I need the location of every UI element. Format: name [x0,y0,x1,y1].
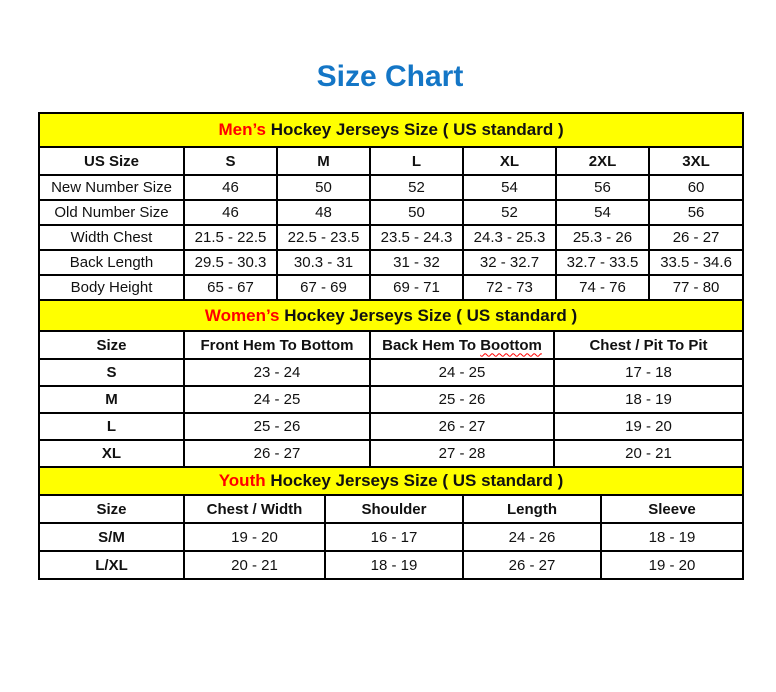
table-cell: 29.5 - 30.3 [184,250,277,275]
table-cell: 24.3 - 25.3 [463,225,556,250]
table-cell: 24 - 25 [184,386,370,413]
row-label: New Number Size [39,175,184,200]
table-cell: 18 - 19 [554,386,743,413]
table-cell: 25.3 - 26 [556,225,649,250]
mens-table-title [39,113,743,147]
youth-col-header: Shoulder [325,495,463,523]
table-cell: 50 [277,175,370,200]
table-cell: 19 - 20 [184,523,325,551]
mens-col-header: US Size [39,147,184,175]
table-row [39,523,743,551]
table-cell: 19 - 20 [554,413,743,440]
table-cell: 32.7 - 33.5 [556,250,649,275]
table-row [39,359,743,386]
table-cell: 67 - 69 [277,275,370,300]
row-label: Width Chest [39,225,184,250]
row-label: XL [39,440,184,467]
table-cell: 54 [463,175,556,200]
table-cell: 23 - 24 [184,359,370,386]
table-cell: 32 - 32.7 [463,250,556,275]
youth-title-highlight: Youth [218,471,266,490]
table-cell: 21.5 - 22.5 [184,225,277,250]
size-chart-page [38,60,742,580]
table-row [39,200,743,225]
table-cell: 74 - 76 [556,275,649,300]
womens-col-header: Front Hem To Bottom [184,331,370,359]
row-label: S/M [39,523,184,551]
row-label: S [39,359,184,386]
table-row [39,225,743,250]
table-cell: 20 - 21 [184,551,325,579]
row-label: L/XL [39,551,184,579]
table-cell: 56 [649,200,743,225]
youth-table-title [39,467,743,495]
womens-col-header-back-misspelled: Boottom [480,336,542,354]
womens-col-header [370,331,554,359]
table-cell: 52 [463,200,556,225]
table-cell: 60 [649,175,743,200]
mens-col-header: 3XL [649,147,743,175]
mens-col-header: S [184,147,277,175]
table-cell: 48 [277,200,370,225]
table-cell: 24 - 26 [463,523,601,551]
table-row [39,175,743,200]
table-cell: 72 - 73 [463,275,556,300]
table-cell: 52 [370,175,463,200]
table-cell: 50 [370,200,463,225]
womens-title-rest: Hockey Jerseys Size ( US standard ) [279,305,578,325]
table-cell: 19 - 20 [601,551,743,579]
mens-size-table [38,112,744,301]
table-row [39,250,743,275]
table-cell: 23.5 - 24.3 [370,225,463,250]
mens-table-title-row [39,113,743,147]
table-cell: 20 - 21 [554,440,743,467]
table-cell: 16 - 17 [325,523,463,551]
table-cell: 24 - 25 [370,359,554,386]
womens-table-title-row [39,300,743,331]
youth-col-header: Length [463,495,601,523]
table-cell: 26 - 27 [463,551,601,579]
table-row [39,386,743,413]
row-label: Old Number Size [39,200,184,225]
womens-header-row [39,331,743,359]
page-title: Size Chart [316,60,464,93]
youth-header-row [39,495,743,523]
womens-size-table [38,299,744,468]
table-cell: 27 - 28 [370,440,554,467]
table-cell: 30.3 - 31 [277,250,370,275]
mens-col-header: L [370,147,463,175]
womens-col-header-back-prefix: Back Hem To [382,336,481,354]
table-row [39,440,743,467]
mens-col-header: M [277,147,370,175]
table-cell: 26 - 27 [649,225,743,250]
table-row [39,551,743,579]
table-cell: 46 [184,175,277,200]
table-cell: 54 [556,200,649,225]
table-cell: 31 - 32 [370,250,463,275]
youth-title-rest: Hockey Jerseys Size ( US standard ) [265,471,564,490]
womens-table-title [39,300,743,331]
row-label: Back Length [39,250,184,275]
table-row [39,275,743,300]
table-cell: 25 - 26 [370,386,554,413]
mens-col-header: XL [463,147,556,175]
womens-title-highlight: Women’s [204,305,280,325]
youth-col-header: Chest / Width [184,495,325,523]
mens-header-row [39,147,743,175]
mens-col-header: 2XL [556,147,649,175]
youth-col-header: Sleeve [601,495,743,523]
table-cell: 77 - 80 [649,275,743,300]
table-cell: 46 [184,200,277,225]
womens-col-header: Chest / Pit To Pit [554,331,743,359]
table-cell: 65 - 67 [184,275,277,300]
youth-table-title-row [39,467,743,495]
row-label: Body Height [39,275,184,300]
womens-col-header: Size [39,331,184,359]
table-cell: 17 - 18 [554,359,743,386]
youth-size-table [38,466,744,580]
table-cell: 18 - 19 [601,523,743,551]
mens-title-rest: Hockey Jerseys Size ( US standard ) [266,120,564,139]
mens-title-highlight: Men’s [218,120,266,139]
table-cell: 18 - 19 [325,551,463,579]
table-cell: 33.5 - 34.6 [649,250,743,275]
table-cell: 26 - 27 [370,413,554,440]
table-cell: 56 [556,175,649,200]
table-cell: 26 - 27 [184,440,370,467]
table-cell: 25 - 26 [184,413,370,440]
table-cell: 22.5 - 23.5 [277,225,370,250]
row-label: M [39,386,184,413]
youth-col-header: Size [39,495,184,523]
table-cell: 69 - 71 [370,275,463,300]
row-label: L [39,413,184,440]
table-row [39,413,743,440]
